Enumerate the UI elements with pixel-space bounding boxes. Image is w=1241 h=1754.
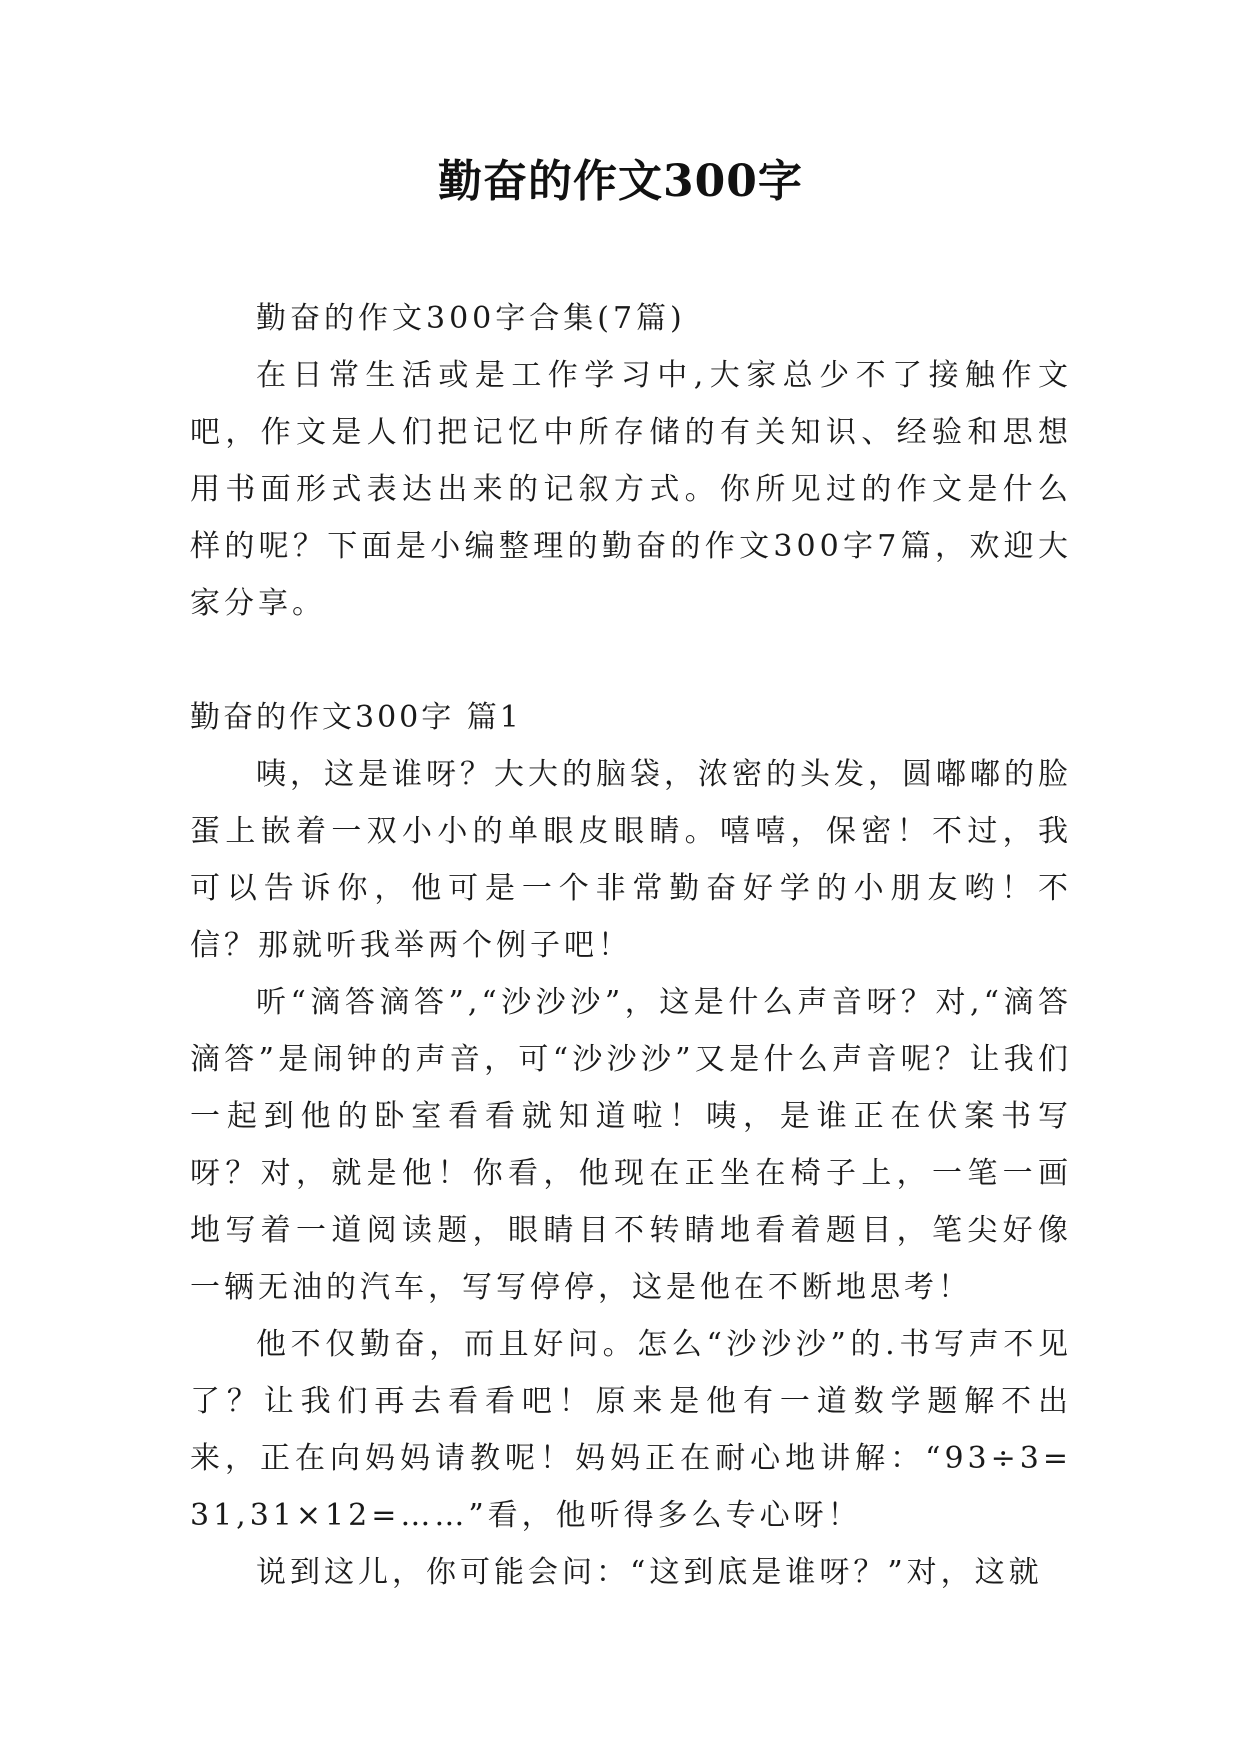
body-paragraph: 说到这儿，你可能会问：“这到底是谁呀？”对，这就 — [256, 1555, 1043, 1590]
body-paragraph: 他不仅勤奋，而且好问。怎么“沙沙沙”的.书写声不见了？让我们再去看看吧！原来是他有一道数学题解不出来，正在向妈妈请教呢！妈妈正在耐心地讲解：“93÷3=31,31×12=……”看，他听得多么专心呀！ — [190, 1327, 1072, 1533]
document-body — [190, 290, 1072, 1601]
section-heading: 勤奋的作文300字 篇1 — [190, 700, 522, 735]
body-paragraph: 咦，这是谁呀？大大的脑袋，浓密的头发，圆嘟嘟的脸蛋上嵌着一双小小的单眼皮眼睛。嘻嘻，保密！不过，我可以告诉你，他可是一个非常勤奋好学的小朋友哟！不信？那就听我举两个例子吧！ — [190, 757, 1072, 963]
subtitle-paragraph: 勤奋的作文300字合集(7篇) — [256, 301, 686, 336]
intro-paragraph: 在日常生活或是工作学习中,大家总少不了接触作文吧，作文是人们把记忆中所存储的有关知识、经验和思想用书面形式表达出来的记叙方式。你所见过的作文是什么样的呢？下面是小编整理的勤奋的作文300字7篇，欢迎大家分享。 — [190, 358, 1072, 621]
body-paragraph: 听“滴答滴答”,“沙沙沙”，这是什么声音呀？对,“滴答滴答”是闹钟的声音，可“沙沙沙”又是什么声音呢？让我们一起到他的卧室看看就知道啦！咦，是谁正在伏案书写呀？对，就是他！你看，他现在正坐在椅子上，一笔一画地写着一道阅读题，眼睛目不转睛地看着题目，笔尖好像一辆无油的汽车，写写停停，这是他在不断地思考！ — [190, 985, 1072, 1305]
document-title: 勤奋的作文300字 — [438, 156, 803, 207]
